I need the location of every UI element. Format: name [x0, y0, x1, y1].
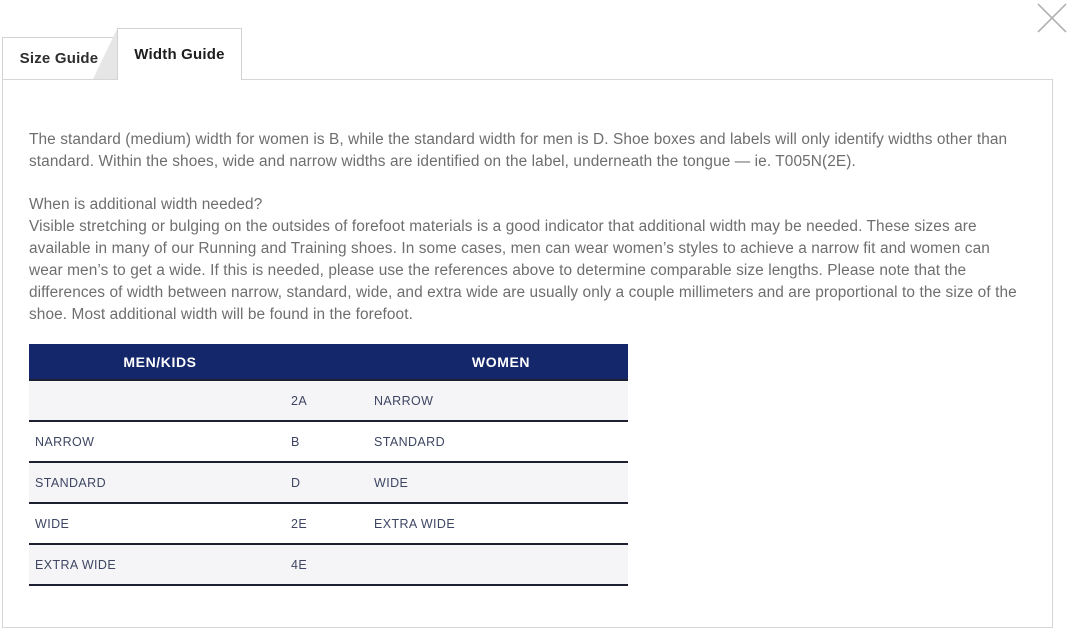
table-row	[29, 421, 628, 462]
table-header-women: WOMEN	[471, 353, 531, 370]
men-kids-width-name: NARROW	[35, 434, 95, 449]
women-width-name: NARROW	[374, 393, 434, 408]
women-width-name: EXTRA WIDE	[374, 516, 456, 531]
width-table-container	[29, 344, 628, 586]
table-row	[29, 544, 628, 585]
width-code: 4E	[291, 557, 308, 572]
intro-paragraph: The standard (medium) width for women is B, while the standard width for men is D. Shoe boxes and labels will only identify widths other than standard. Within the shoes, wide and narrow widths are identified on the label, underneath the tongue — ie. T005N(2E).	[29, 131, 1008, 170]
width-table	[29, 344, 628, 586]
width-question-heading: When is additional width needed?	[29, 196, 263, 213]
width-code: D	[291, 475, 301, 490]
women-width-name: WIDE	[374, 475, 409, 490]
women-width-name: STANDARD	[374, 434, 446, 449]
men-kids-width-name: WIDE	[35, 516, 70, 531]
width-explanation-paragraph: Visible stretching or bulging on the outsides of forefoot materials is a good indicator that additional width may be needed. These sizes are available in many of our Running and Training shoes. In some cases, men can wear women’s styles to achieve a narrow fit and women can wear men’s to get a wide. If this is needed, please use the references above to determine comparable size lengths. Please note that the differences of width between narrow, standard, wide, and extra wide are usually only a couple millimeters and are proportional to the size of the shoe. Most additional width will be found in the forefoot.	[29, 218, 1017, 323]
tab-size-guide-label: Size Guide	[19, 50, 99, 67]
table-row	[29, 380, 628, 421]
men-kids-width-name: STANDARD	[35, 475, 107, 490]
table-header-men-kids: MEN/KIDS	[123, 353, 197, 370]
table-header-spacer	[291, 344, 374, 380]
additional-width-section	[29, 194, 1024, 326]
close-icon	[1035, 2, 1069, 34]
table-header-row	[29, 344, 628, 380]
width-code: 2A	[291, 393, 308, 408]
men-kids-width-name	[29, 380, 291, 421]
close-button[interactable]	[1034, 0, 1070, 36]
table-row	[29, 462, 628, 503]
width-guide-panel	[2, 79, 1053, 628]
width-code: B	[291, 434, 300, 449]
width-code: 2E	[291, 516, 308, 531]
women-width-name	[374, 544, 628, 585]
men-kids-width-name: EXTRA WIDE	[35, 557, 117, 572]
table-row	[29, 503, 628, 544]
tab-width-guide[interactable]	[117, 28, 242, 80]
tab-width-guide-label: Width Guide	[134, 46, 225, 63]
